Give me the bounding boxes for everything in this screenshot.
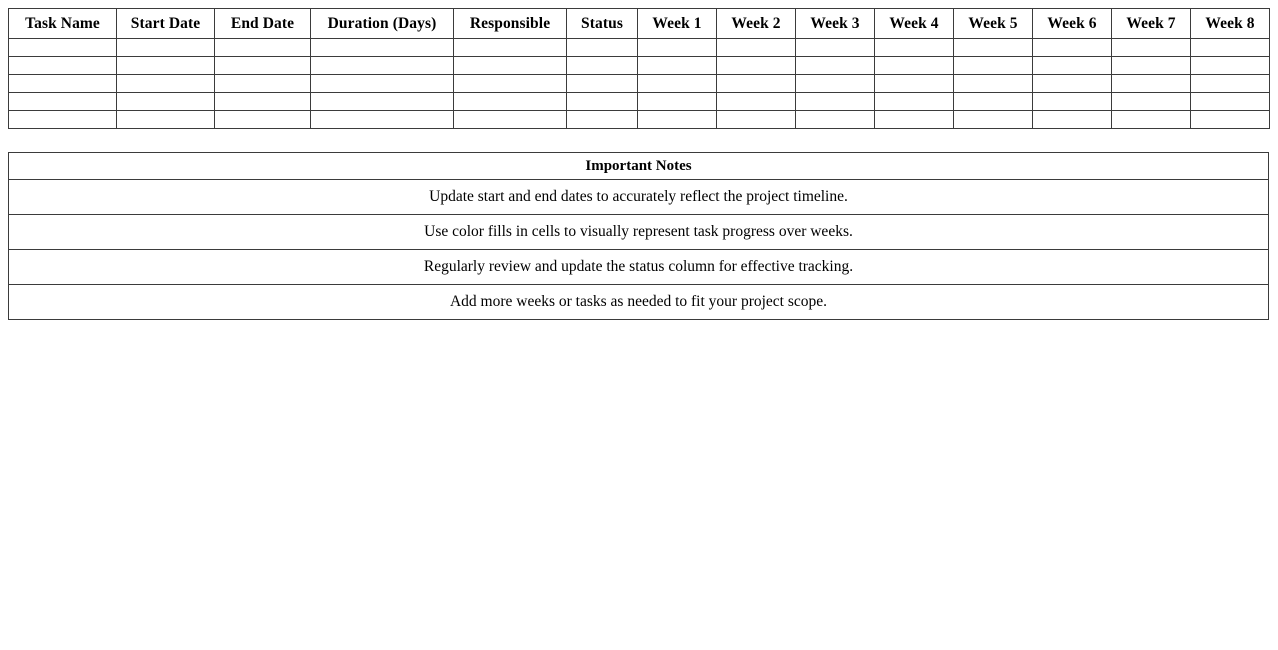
table-row [9, 111, 1270, 129]
schedule-cell[interactable] [875, 111, 954, 129]
schedule-cell[interactable] [796, 75, 875, 93]
schedule-cell[interactable] [215, 93, 311, 111]
table-row [9, 75, 1270, 93]
schedule-cell[interactable] [717, 39, 796, 57]
schedule-cell[interactable] [117, 39, 215, 57]
list-item [9, 285, 1269, 320]
schedule-column-header: Week 2 [717, 9, 796, 39]
schedule-column-header: Task Name [9, 9, 117, 39]
schedule-cell[interactable] [9, 75, 117, 93]
schedule-cell[interactable] [567, 93, 638, 111]
schedule-cell[interactable] [796, 93, 875, 111]
schedule-table-head [9, 9, 1270, 39]
schedule-column-header: Week 7 [1112, 9, 1191, 39]
schedule-cell[interactable] [1033, 39, 1112, 57]
schedule-cell[interactable] [796, 39, 875, 57]
schedule-cell[interactable] [954, 75, 1033, 93]
note-text: Use color fills in cells to visually represent task progress over weeks. [9, 215, 1269, 250]
notes-table-container [8, 152, 1269, 320]
schedule-cell[interactable] [717, 57, 796, 75]
schedule-cell[interactable] [117, 75, 215, 93]
schedule-cell[interactable] [1112, 39, 1191, 57]
schedule-cell[interactable] [954, 93, 1033, 111]
note-text: Add more weeks or tasks as needed to fit your project scope. [9, 285, 1269, 320]
notes-title: Important Notes [9, 153, 1269, 180]
schedule-cell[interactable] [1033, 75, 1112, 93]
schedule-cell[interactable] [311, 111, 454, 129]
schedule-cell[interactable] [796, 57, 875, 75]
schedule-cell[interactable] [311, 39, 454, 57]
schedule-cell[interactable] [311, 93, 454, 111]
schedule-cell[interactable] [1191, 39, 1270, 57]
schedule-column-header: Duration (Days) [311, 9, 454, 39]
schedule-cell[interactable] [215, 111, 311, 129]
schedule-cell[interactable] [215, 57, 311, 75]
schedule-cell[interactable] [1191, 75, 1270, 93]
schedule-cell[interactable] [1112, 57, 1191, 75]
schedule-cell[interactable] [875, 75, 954, 93]
note-text: Update start and end dates to accurately reflect the project timeline. [9, 180, 1269, 215]
schedule-column-header: Week 5 [954, 9, 1033, 39]
list-item [9, 250, 1269, 285]
notes-table-body [9, 180, 1269, 320]
schedule-column-header: Week 4 [875, 9, 954, 39]
schedule-cell[interactable] [311, 57, 454, 75]
note-text: Regularly review and update the status column for effective tracking. [9, 250, 1269, 285]
schedule-cell[interactable] [954, 39, 1033, 57]
schedule-cell[interactable] [1033, 111, 1112, 129]
schedule-cell[interactable] [117, 111, 215, 129]
notes-title-row [9, 153, 1269, 180]
schedule-cell[interactable] [9, 57, 117, 75]
schedule-cell[interactable] [117, 93, 215, 111]
schedule-cell[interactable] [215, 75, 311, 93]
schedule-cell[interactable] [875, 57, 954, 75]
schedule-cell[interactable] [567, 111, 638, 129]
schedule-table-body [9, 39, 1270, 129]
schedule-cell[interactable] [9, 39, 117, 57]
schedule-cell[interactable] [875, 93, 954, 111]
schedule-cell[interactable] [1112, 75, 1191, 93]
project-schedule-table [8, 8, 1270, 129]
schedule-cell[interactable] [1191, 57, 1270, 75]
list-item [9, 180, 1269, 215]
schedule-column-header: Week 3 [796, 9, 875, 39]
table-row [9, 39, 1270, 57]
schedule-table-container [8, 8, 1269, 129]
schedule-cell[interactable] [1191, 93, 1270, 111]
schedule-cell[interactable] [567, 39, 638, 57]
schedule-cell[interactable] [717, 75, 796, 93]
schedule-cell[interactable] [117, 57, 215, 75]
list-item [9, 215, 1269, 250]
schedule-cell[interactable] [954, 111, 1033, 129]
schedule-cell[interactable] [454, 57, 567, 75]
schedule-cell[interactable] [567, 75, 638, 93]
notes-table-head [9, 153, 1269, 180]
schedule-cell[interactable] [9, 93, 117, 111]
schedule-cell[interactable] [1033, 93, 1112, 111]
schedule-cell[interactable] [954, 57, 1033, 75]
table-row [9, 57, 1270, 75]
schedule-cell[interactable] [454, 111, 567, 129]
table-row [9, 93, 1270, 111]
schedule-column-header: Week 1 [638, 9, 717, 39]
schedule-column-header: Start Date [117, 9, 215, 39]
schedule-cell[interactable] [875, 39, 954, 57]
schedule-cell[interactable] [454, 93, 567, 111]
schedule-cell[interactable] [1112, 93, 1191, 111]
schedule-column-header: Week 6 [1033, 9, 1112, 39]
schedule-cell[interactable] [1033, 57, 1112, 75]
schedule-cell[interactable] [454, 75, 567, 93]
schedule-header-row [9, 9, 1270, 39]
schedule-column-header: Responsible [454, 9, 567, 39]
schedule-cell[interactable] [1112, 111, 1191, 129]
schedule-cell[interactable] [638, 57, 717, 75]
schedule-cell[interactable] [717, 111, 796, 129]
schedule-cell[interactable] [638, 111, 717, 129]
schedule-cell[interactable] [796, 111, 875, 129]
schedule-cell[interactable] [1191, 111, 1270, 129]
schedule-cell[interactable] [638, 75, 717, 93]
schedule-cell[interactable] [454, 39, 567, 57]
schedule-cell[interactable] [717, 93, 796, 111]
schedule-cell[interactable] [9, 111, 117, 129]
schedule-column-header: Status [567, 9, 638, 39]
important-notes-table [8, 152, 1269, 320]
schedule-cell[interactable] [567, 57, 638, 75]
schedule-cell[interactable] [638, 93, 717, 111]
schedule-cell[interactable] [311, 75, 454, 93]
schedule-column-header: End Date [215, 9, 311, 39]
schedule-cell[interactable] [215, 39, 311, 57]
schedule-column-header: Week 8 [1191, 9, 1270, 39]
schedule-cell[interactable] [638, 39, 717, 57]
